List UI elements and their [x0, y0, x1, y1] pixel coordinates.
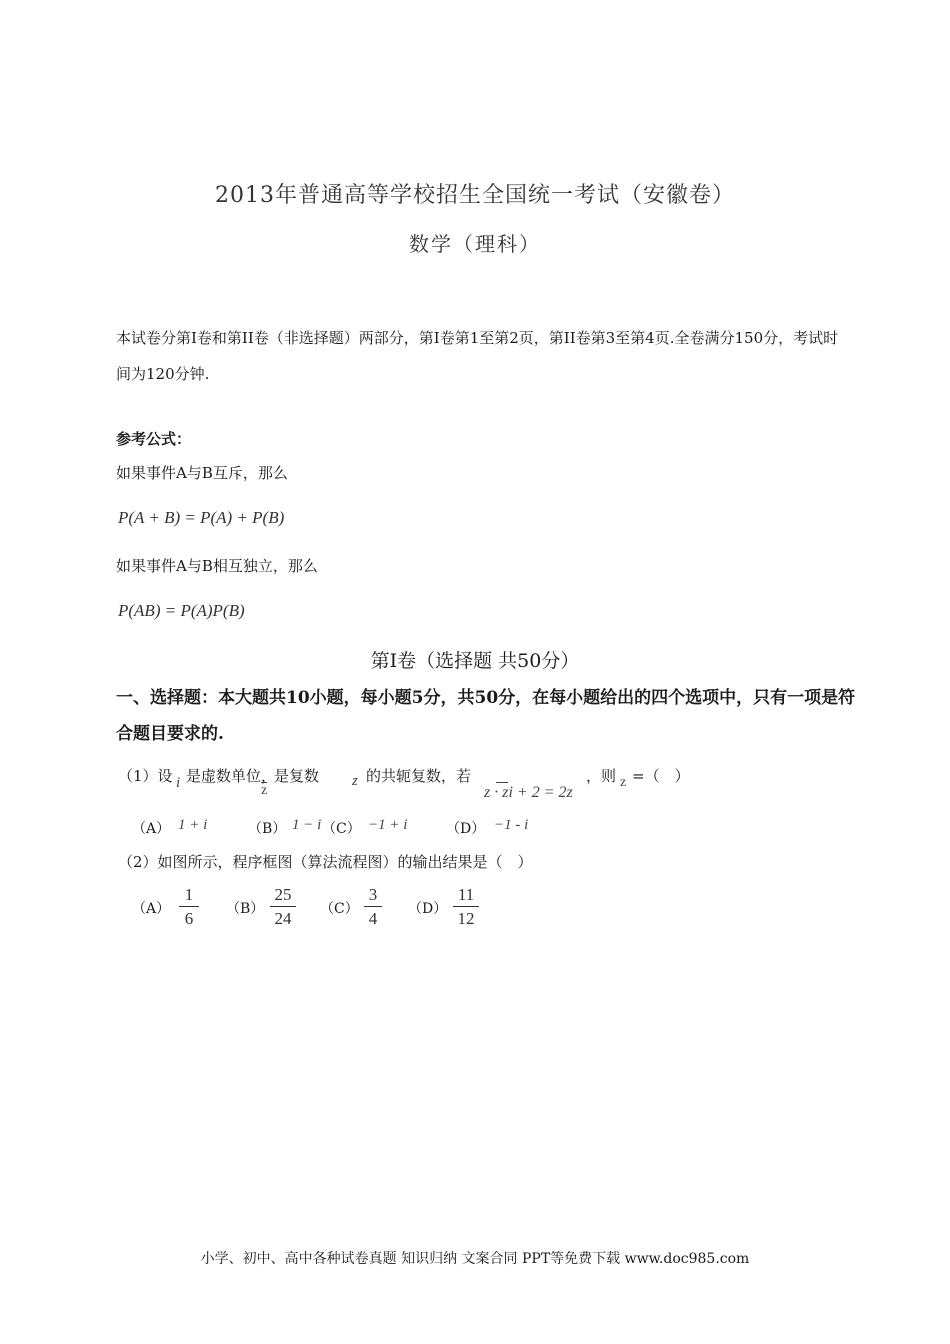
q2-option-d-fraction [453, 884, 479, 931]
reference-line-2: 如果事件A与B相互独立，那么 [116, 557, 318, 575]
q1-text-3: 是复数 [274, 767, 320, 785]
exam-title: 2013年普通高等学校招生全国统一考试（安徽卷） [215, 183, 735, 208]
q1-conjugate-bar [496, 782, 508, 783]
q2-option-a-numerator: 1 [179, 884, 199, 907]
reference-heading: 参考公式： [116, 430, 192, 448]
q1-option-a-value: 1 + i [178, 817, 208, 833]
q1-equation: z · zi + 2 = 2z [484, 784, 573, 801]
q2-option-c-denominator: 4 [368, 909, 378, 928]
q1-option-b-value: 1 − i [292, 817, 322, 833]
q1-text-2: 是虚数单位， [186, 767, 277, 785]
q1-option-b-label: （B） [248, 821, 287, 837]
q2-option-a-denominator: 6 [184, 909, 194, 928]
q2-option-b-fraction [270, 884, 296, 931]
q1-text-1: （1）设 [118, 767, 173, 785]
q2-option-d-numerator: 11 [453, 884, 479, 907]
intro-paragraph: 本试卷分第Ⅰ卷和第II卷（非选择题）两部分，第Ⅰ卷第1至第2页，第II卷第3至第4页.全卷满分150分，考试时间为120分钟. [116, 329, 839, 383]
q1-option-d-value: −1 - i [494, 817, 529, 833]
q1-var-zbar: z [261, 783, 268, 798]
section-instruction: 一、选择题：本大题共10小题，每小题5分，共50分，在每小题给出的四个选项中，只有一项是符合题目要求的. [116, 688, 856, 744]
reference-line-1: 如果事件A与B互斥，那么 [116, 464, 288, 482]
formula-independent: P(AB) = P(A)P(B) [118, 601, 245, 620]
q2-option-c-numerator: 3 [364, 884, 382, 907]
exam-subtitle: 数学（理科） [409, 232, 541, 256]
q2-option-a-fraction [179, 884, 199, 931]
q2-option-c-label: （C） [320, 901, 359, 917]
q1-text-5: ，则 [586, 767, 617, 785]
q1-option-d-label: （D） [446, 821, 486, 837]
q2-option-d-label: （D） [408, 901, 448, 917]
q1-var-z-result: z [620, 775, 627, 790]
section-title: 第Ⅰ卷（选择题 共50分） [370, 650, 580, 672]
q1-option-c-value: −1 + i [368, 817, 408, 833]
q1-text-4: 的共轭复数，若 [366, 767, 472, 785]
q1-option-a-label: （A） [132, 821, 171, 837]
footer-text: 小学、初中、高中各种试卷真题 知识归纳 文案合同 PPT等免费下载 www.doc985.com [200, 1251, 750, 1267]
formula-exclusive: P(A + B) = P(A) + P(B) [118, 508, 285, 527]
q2-option-b-label: （B） [226, 901, 265, 917]
q1-var-i: i [176, 775, 181, 791]
q2-option-b-numerator: 25 [270, 884, 296, 907]
q1-text-6: =（ ） [632, 767, 690, 785]
q2-option-b-denominator: 24 [274, 909, 292, 928]
q2-option-d-denominator: 12 [457, 909, 475, 928]
q1-var-z: z [352, 773, 358, 789]
q2-text: （2）如图所示，程序框图（算法流程图）的输出结果是（ ） [118, 853, 533, 871]
q2-option-a-label: （A） [132, 901, 171, 917]
q1-option-c-label: （C） [322, 821, 361, 837]
q2-option-c-fraction [364, 884, 382, 931]
